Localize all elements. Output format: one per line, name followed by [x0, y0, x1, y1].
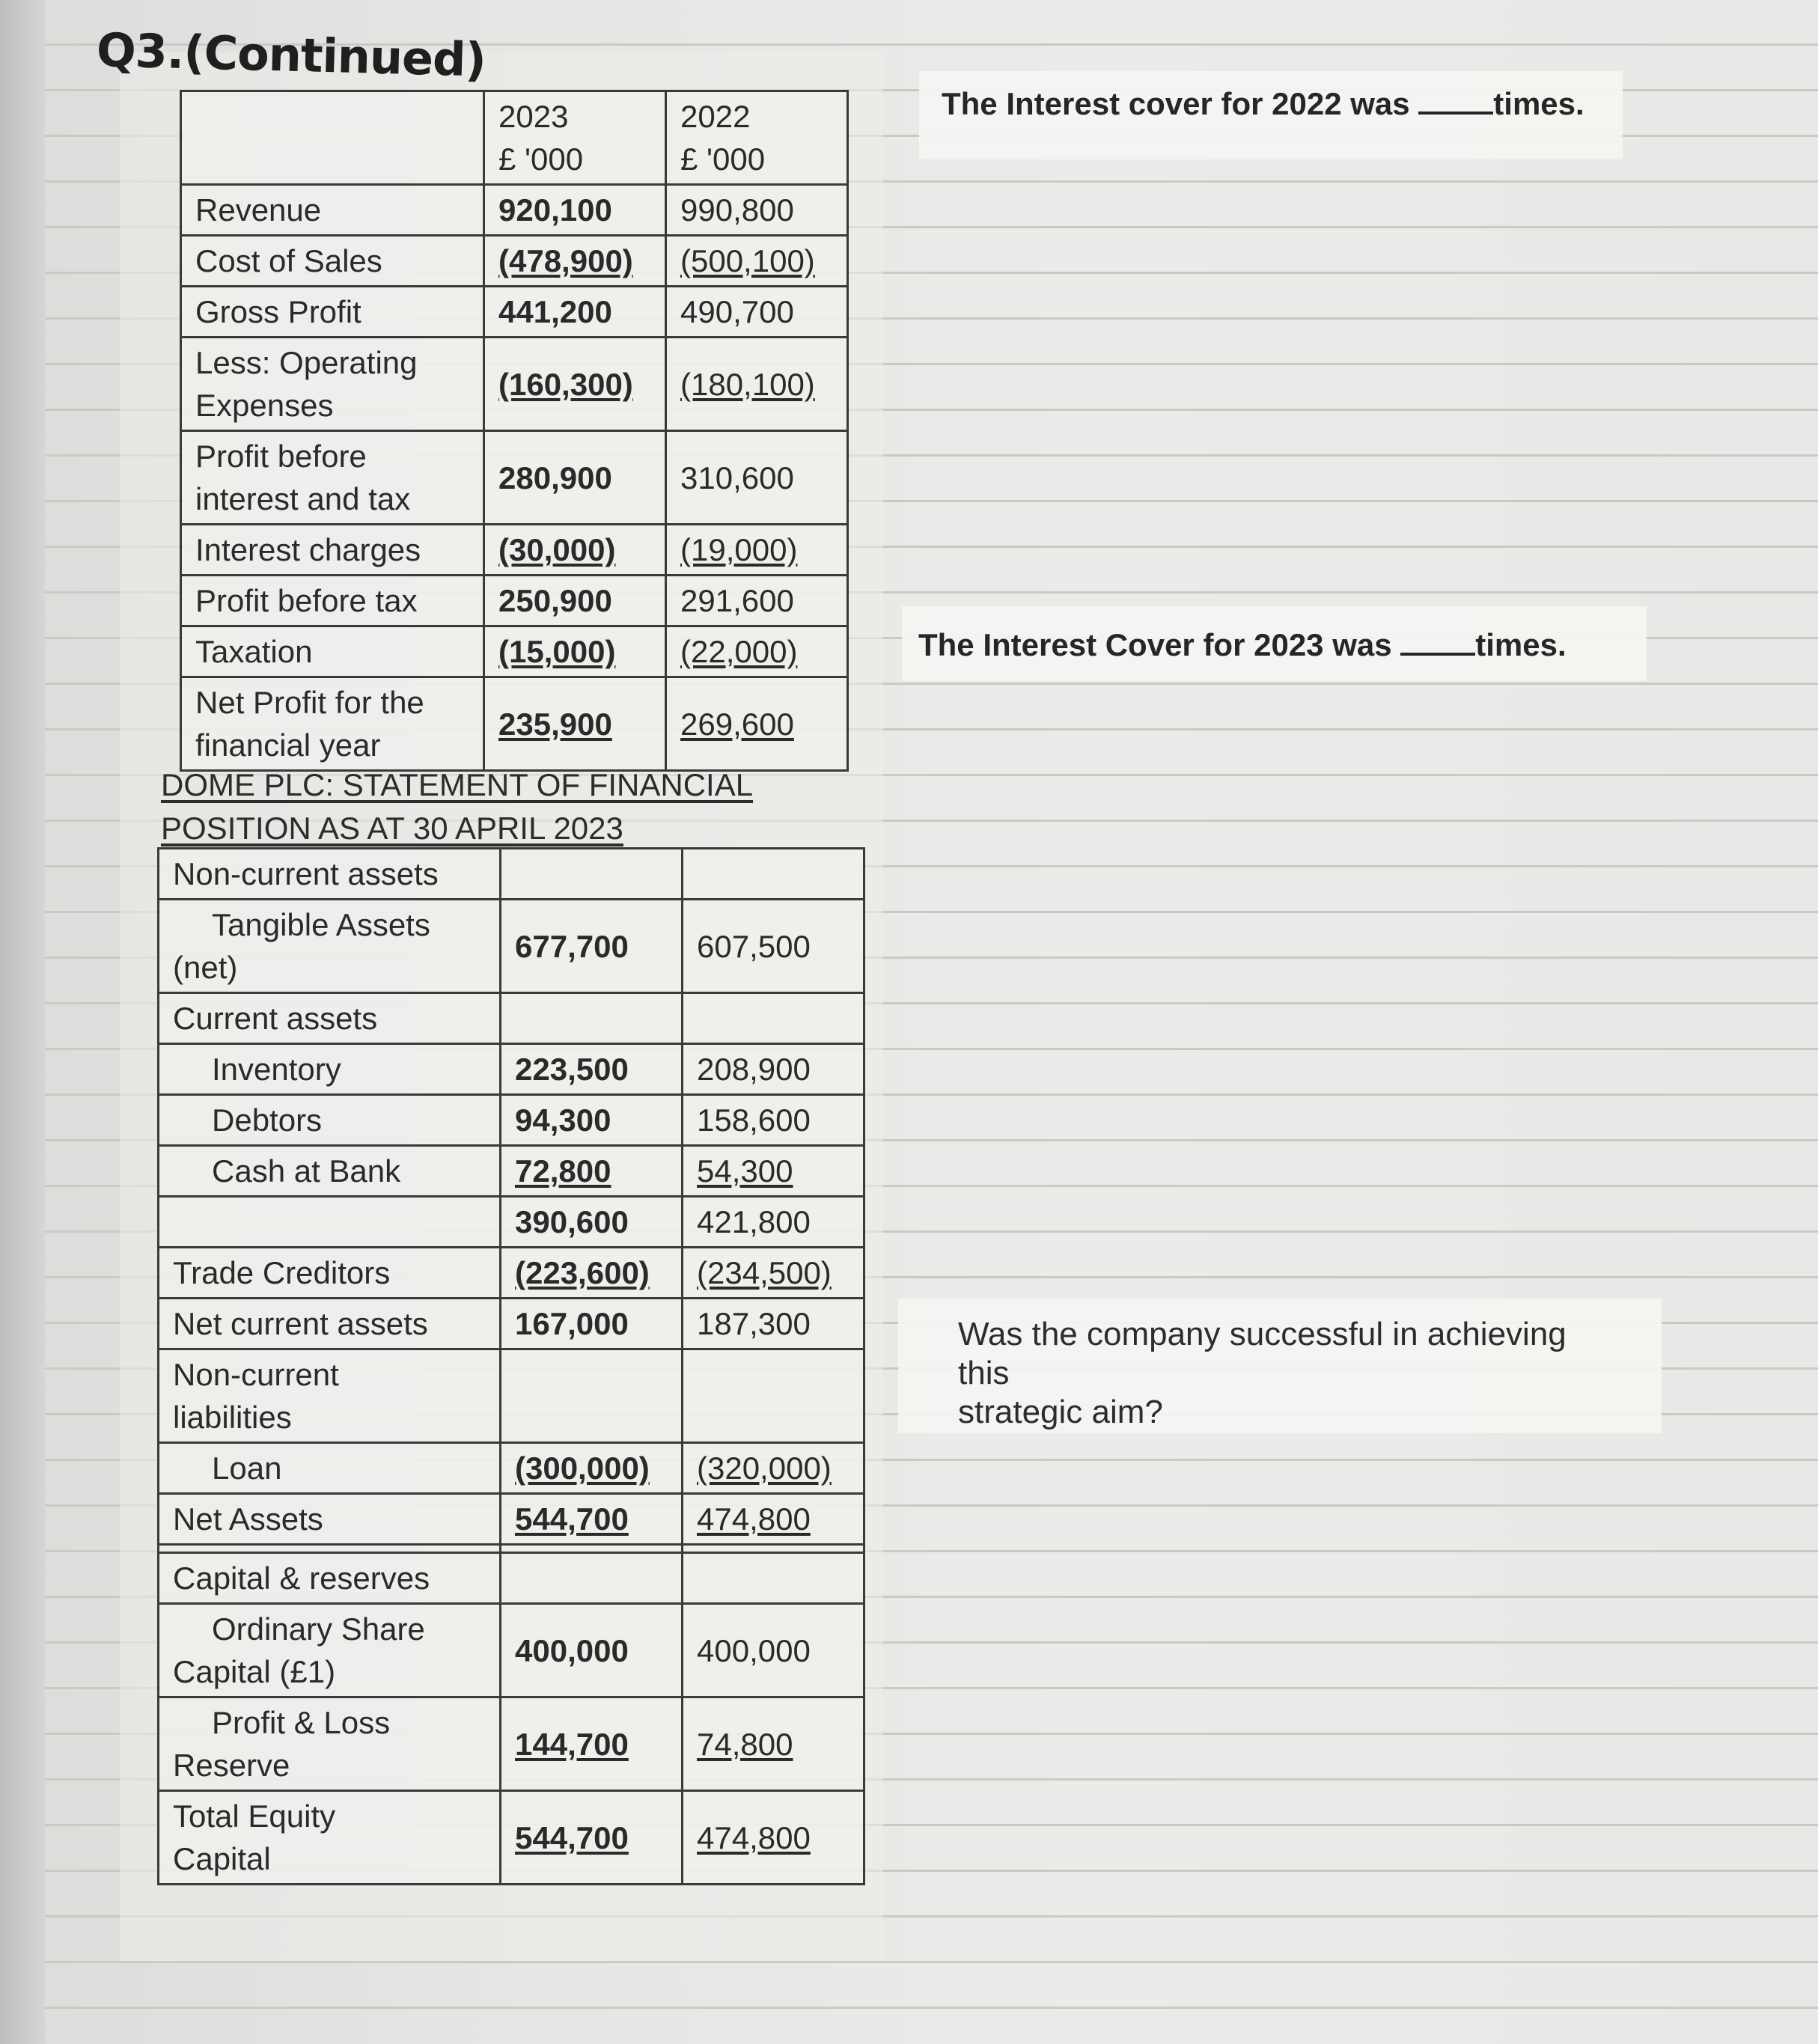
header-2022-cell	[666, 91, 848, 185]
value-2022	[683, 1545, 864, 1553]
section-label	[159, 1349, 501, 1443]
table-row	[181, 236, 848, 287]
value-2023	[501, 849, 683, 900]
row-label-line1: Less: Operating	[195, 345, 418, 380]
row-label-line1: Net Profit for the	[195, 685, 424, 720]
row-label: Trade Creditors	[159, 1248, 501, 1299]
row-label: Net Assets	[159, 1494, 501, 1545]
row-label: Revenue	[181, 185, 484, 236]
value-2022: 490,700	[666, 287, 848, 338]
sofp-title	[161, 763, 753, 850]
row-label	[159, 1197, 501, 1248]
interest-cover-2022-question	[919, 71, 1623, 159]
header-2022-unit: £ '000	[680, 141, 766, 177]
sofp-title-line1: DOME PLC: STATEMENT OF FINANCIAL	[161, 767, 754, 802]
value-2023: 544,700	[501, 1494, 683, 1545]
value-2022: 474,800	[683, 1494, 864, 1545]
row-label-line2: Reserve	[173, 1748, 290, 1783]
row-label	[159, 900, 501, 993]
row-label: Debtors	[159, 1095, 501, 1146]
table-row	[159, 900, 864, 993]
value-2022: 990,800	[666, 185, 848, 236]
value-2022: 421,800	[683, 1197, 864, 1248]
sofp-title-line2: POSITION AS AT 30 APRIL 2023	[161, 811, 623, 846]
row-label: Taxation	[181, 626, 484, 677]
row-label: Net current assets	[159, 1299, 501, 1349]
table-row	[181, 626, 848, 677]
row-label-line2: Capital (£1)	[173, 1654, 336, 1689]
financial-position-table	[157, 847, 865, 1885]
table-row	[159, 1697, 864, 1791]
table-row	[159, 1545, 864, 1553]
table-row	[159, 1349, 864, 1443]
header-2023-cell	[484, 91, 666, 185]
value-2022: (22,000)	[666, 626, 848, 677]
row-label-line2: (net)	[173, 950, 238, 985]
row-label-line1: Profit & Loss	[212, 1705, 391, 1740]
answer-blank[interactable]	[1400, 627, 1475, 656]
value-2023: 677,700	[501, 900, 683, 993]
value-2022	[683, 849, 864, 900]
value-2022: 310,600	[666, 431, 848, 525]
row-label: Gross Profit	[181, 287, 484, 338]
table-row	[159, 1494, 864, 1545]
value-2023: 250,900	[484, 576, 666, 626]
value-2022: 54,300	[683, 1146, 864, 1197]
value-2023: 144,700	[501, 1697, 683, 1791]
row-label	[181, 338, 484, 431]
row-label: Loan	[159, 1443, 501, 1494]
table-row	[159, 1553, 864, 1604]
question-text: The Interest Cover for 2023 was	[918, 627, 1392, 662]
value-2023: 280,900	[484, 431, 666, 525]
notebook-margin	[0, 0, 45, 2044]
value-2023: (160,300)	[484, 338, 666, 431]
value-2022: (19,000)	[666, 525, 848, 576]
value-2022: (500,100)	[666, 236, 848, 287]
table-row	[181, 525, 848, 576]
table-row	[159, 849, 864, 900]
value-2023	[501, 1553, 683, 1604]
interest-cover-2023-question	[902, 606, 1647, 681]
value-2023: (478,900)	[484, 236, 666, 287]
row-label: Profit before tax	[181, 576, 484, 626]
row-label: Inventory	[159, 1044, 501, 1095]
table-row	[159, 1044, 864, 1095]
table-row	[181, 338, 848, 431]
row-label-line2: interest and tax	[195, 481, 411, 516]
value-2023: 223,500	[501, 1044, 683, 1095]
header-2023-year: 2023	[498, 99, 569, 134]
row-label-line1: Tangible Assets	[212, 907, 430, 942]
value-2022: 474,800	[683, 1791, 864, 1885]
strategic-aim-question	[898, 1299, 1662, 1433]
row-label-line1: Total Equity	[173, 1799, 336, 1834]
row-label-line2: financial year	[195, 727, 381, 763]
value-2022: 400,000	[683, 1604, 864, 1697]
value-2022	[683, 1553, 864, 1604]
value-2022	[683, 1349, 864, 1443]
header-2022-year: 2022	[680, 99, 751, 134]
section-label: Non-current assets	[159, 849, 501, 900]
value-2022: 291,600	[666, 576, 848, 626]
row-label: Cost of Sales	[181, 236, 484, 287]
row-label-line1: Non-current	[173, 1357, 339, 1392]
question-line2: strategic aim?	[958, 1394, 1163, 1430]
question-heading: Q3.(Continued)	[96, 22, 486, 88]
table-row	[159, 993, 864, 1044]
table-row	[159, 1146, 864, 1197]
value-2022: 158,600	[683, 1095, 864, 1146]
value-2022: 187,300	[683, 1299, 864, 1349]
table-row	[159, 1443, 864, 1494]
section-label: Capital & reserves	[159, 1553, 501, 1604]
row-label	[159, 1791, 501, 1885]
row-label	[159, 1697, 501, 1791]
value-2022: (234,500)	[683, 1248, 864, 1299]
value-2022: 74,800	[683, 1697, 864, 1791]
row-label	[159, 1604, 501, 1697]
row-label: Interest charges	[181, 525, 484, 576]
value-2022: (320,000)	[683, 1443, 864, 1494]
section-label: Current assets	[159, 993, 501, 1044]
value-2023: 400,000	[501, 1604, 683, 1697]
question-suffix: times.	[1493, 86, 1584, 121]
table-row	[159, 1299, 864, 1349]
value-2023: 94,300	[501, 1095, 683, 1146]
table-row	[181, 677, 848, 771]
value-2023: 441,200	[484, 287, 666, 338]
row-label-line2: liabilities	[173, 1400, 292, 1435]
question-line1: Was the company successful in achieving this	[958, 1316, 1567, 1391]
header-2023-unit: £ '000	[498, 141, 584, 177]
value-2023: (223,600)	[501, 1248, 683, 1299]
income-statement-table	[180, 90, 849, 772]
value-2023: 390,600	[501, 1197, 683, 1248]
value-2023	[501, 1349, 683, 1443]
row-label	[181, 677, 484, 771]
row-label-line2: Capital	[173, 1841, 271, 1876]
value-2022: 607,500	[683, 900, 864, 993]
row-label	[181, 431, 484, 525]
table-row	[181, 287, 848, 338]
table-row	[181, 431, 848, 525]
question-suffix: times.	[1475, 627, 1567, 662]
row-label-line1: Ordinary Share	[212, 1611, 425, 1647]
value-2023	[501, 993, 683, 1044]
value-2022	[683, 993, 864, 1044]
value-2023: (300,000)	[501, 1443, 683, 1494]
value-2023: (30,000)	[484, 525, 666, 576]
value-2023: 235,900	[484, 677, 666, 771]
table-row	[159, 1095, 864, 1146]
table-row	[159, 1604, 864, 1697]
value-2023: 920,100	[484, 185, 666, 236]
empty-label	[159, 1545, 501, 1553]
table-row	[159, 1197, 864, 1248]
value-2023: 544,700	[501, 1791, 683, 1885]
value-2022: 269,600	[666, 677, 848, 771]
table-row	[181, 185, 848, 236]
header-blank-cell	[181, 91, 484, 185]
table-row	[159, 1248, 864, 1299]
row-label-line2: Expenses	[195, 388, 334, 423]
value-2022: (180,100)	[666, 338, 848, 431]
row-label-line1: Profit before	[195, 439, 367, 474]
value-2023: 167,000	[501, 1299, 683, 1349]
table-row	[159, 1791, 864, 1885]
answer-blank[interactable]	[1418, 86, 1493, 115]
question-text: The Interest cover for 2022 was	[942, 86, 1410, 121]
value-2023: 72,800	[501, 1146, 683, 1197]
value-2023	[501, 1545, 683, 1553]
table-header-row	[181, 91, 848, 185]
table-row	[181, 576, 848, 626]
value-2022: 208,900	[683, 1044, 864, 1095]
value-2023: (15,000)	[484, 626, 666, 677]
row-label: Cash at Bank	[159, 1146, 501, 1197]
